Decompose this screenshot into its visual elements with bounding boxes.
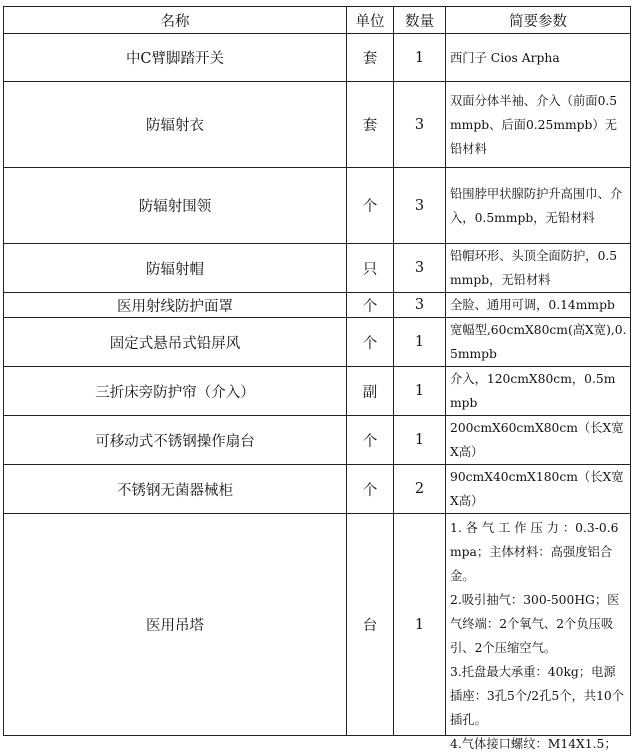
table-row [4, 318, 631, 367]
item-param [446, 318, 631, 367]
param-line: 3.托盘最大承重：40kg；电源插座：3孔5个/2孔5个，共10个插孔。 [450, 665, 625, 727]
item-name: 医用吊塔 [4, 514, 347, 736]
param-line: 全脸、通用可调，0.14mmpb [450, 298, 615, 312]
item-param [446, 168, 631, 244]
item-name: 固定式悬吊式铅屏风 [4, 318, 347, 367]
item-param [446, 416, 631, 465]
param-line: 90cmX40cmX180cm（长X宽X高） [450, 470, 624, 508]
table-row [4, 416, 631, 465]
item-param [446, 34, 631, 82]
item-param [446, 244, 631, 293]
table-row [4, 367, 631, 416]
param-line: 铅围脖甲状腺防护升高围巾、介入，0.5mmpb，无铅材料 [450, 186, 623, 225]
item-name: 防辐射衣 [4, 82, 347, 168]
item-unit: 个 [347, 416, 394, 465]
item-param [446, 293, 631, 318]
item-param [446, 514, 631, 751]
item-qty: 3 [394, 168, 446, 244]
param-line: 2.吸引抽气：300-500HG；医气终端：2个氧气、2个负压吸引、2个压缩空气。 [450, 593, 620, 655]
header-unit: 单位 [347, 7, 394, 34]
header-name: 名称 [4, 7, 347, 34]
item-name: 防辐射围领 [4, 168, 347, 244]
table-row [4, 244, 631, 293]
item-unit: 个 [347, 318, 394, 367]
param-block [450, 514, 627, 751]
item-unit: 只 [347, 244, 394, 293]
item-qty: 1 [394, 367, 446, 416]
item-qty: 1 [394, 318, 446, 367]
table-row [4, 514, 631, 736]
item-qty: 2 [394, 465, 446, 514]
param-line: 西门子 Cios Arpha [450, 50, 560, 65]
item-qty: 3 [394, 293, 446, 318]
item-param [446, 82, 631, 168]
item-name: 可移动式不锈钢操作扇台 [4, 416, 347, 465]
item-qty: 1 [394, 416, 446, 465]
item-unit: 套 [347, 34, 394, 82]
param-line: 铅帽环形、头顶全面防护，0.5mmpb，无铅材料 [450, 249, 618, 287]
item-unit: 台 [347, 514, 394, 736]
header-qty: 数量 [394, 7, 446, 34]
item-param [446, 465, 631, 514]
table-row [4, 293, 631, 318]
item-unit: 套 [347, 82, 394, 168]
param-line: 4.气体接口螺纹：M14X1.5； [450, 737, 617, 751]
param-line: 200cmX60cmX80cm（长X宽X高） [450, 421, 624, 459]
param-line: 介入，120cmX80cm，0.5mmpb [450, 372, 616, 410]
table-row [4, 82, 631, 168]
item-name: 三折床旁防护帘（介入） [4, 367, 347, 416]
item-qty: 1 [394, 514, 446, 736]
item-qty: 3 [394, 82, 446, 168]
item-unit: 副 [347, 367, 394, 416]
equipment-table [3, 6, 631, 751]
item-name: 不锈钢无菌器械柜 [4, 465, 347, 514]
table-header-row [4, 7, 631, 34]
item-qty: 1 [394, 34, 446, 82]
table-row [4, 465, 631, 514]
param-line: 宽幅型,60cmX80cm(高X宽),0.5mmpb [450, 323, 627, 361]
param-line: 1. 各 气 工 作 压 力 ：0.3-0.6mpa；主体材料：高强度铝合金。 [450, 521, 619, 583]
item-name: 中C臂脚踏开关 [4, 34, 347, 82]
item-param [446, 367, 631, 416]
param-line: 双面分体半袖、介入（前面0.5mmpb、后面0.25mmpb）无铅材料 [450, 93, 618, 156]
table-row [4, 34, 631, 82]
item-qty: 3 [394, 244, 446, 293]
item-unit: 个 [347, 293, 394, 318]
header-param: 简要参数 [446, 7, 631, 34]
item-name: 防辐射帽 [4, 244, 347, 293]
item-unit: 个 [347, 465, 394, 514]
table-row [4, 168, 631, 244]
item-unit: 个 [347, 168, 394, 244]
item-name: 医用射线防护面罩 [4, 293, 347, 318]
